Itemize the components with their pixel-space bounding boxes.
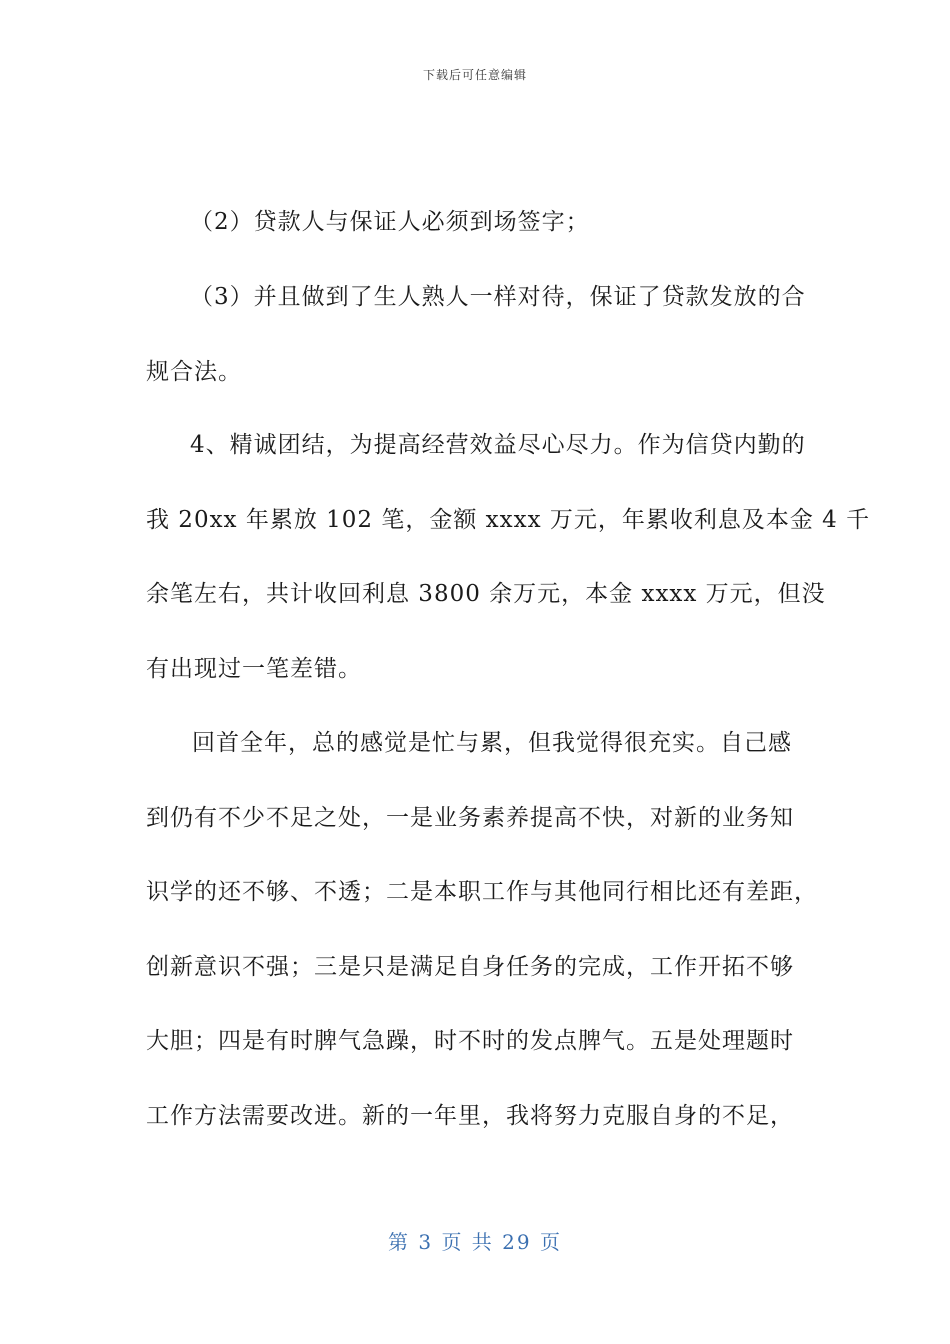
- paragraph-line: （3）并且做到了生人熟人一样对待，保证了贷款发放的合: [190, 284, 806, 310]
- header-note: 下载后可任意编辑: [422, 68, 527, 82]
- page-number: 第 3 页 共 29 页: [388, 1230, 562, 1254]
- paragraph-line: 到仍有不少不足之处，一是业务素养提高不快，对新的业务知: [146, 805, 794, 831]
- paragraph-line: 识学的还不够、不透；二是本职工作与其他同行相比还有差距，: [146, 879, 818, 905]
- paragraph-line: 大胆；四是有时脾气急躁，时不时的发点脾气。五是处理题时: [146, 1028, 794, 1054]
- paragraph-line: 我 20xx 年累放 102 笔，金额 xxxx 万元，年累收利息及本金 4 千: [146, 507, 871, 533]
- paragraph-line: 有出现过一笔差错。: [146, 656, 362, 682]
- paragraph-line: 规合法。: [146, 359, 242, 385]
- paragraph-line: 回首全年，总的感觉是忙与累，但我觉得很充实。自己感: [192, 730, 792, 756]
- paragraph-line: 创新意识不强；三是只是满足自身任务的完成，工作开拓不够: [146, 954, 794, 980]
- paragraph-line: 4、精诚团结，为提高经营效益尽心尽力。作为信贷内勤的: [190, 432, 806, 458]
- paragraph-line: 工作方法需要改进。新的一年里，我将努力克服自身的不足，: [146, 1103, 794, 1129]
- paragraph-line: 余笔左右，共计收回利息 3800 余万元，本金 xxxx 万元，但没: [146, 581, 826, 607]
- paragraph-line: （2）贷款人与保证人必须到场签字；: [190, 209, 590, 235]
